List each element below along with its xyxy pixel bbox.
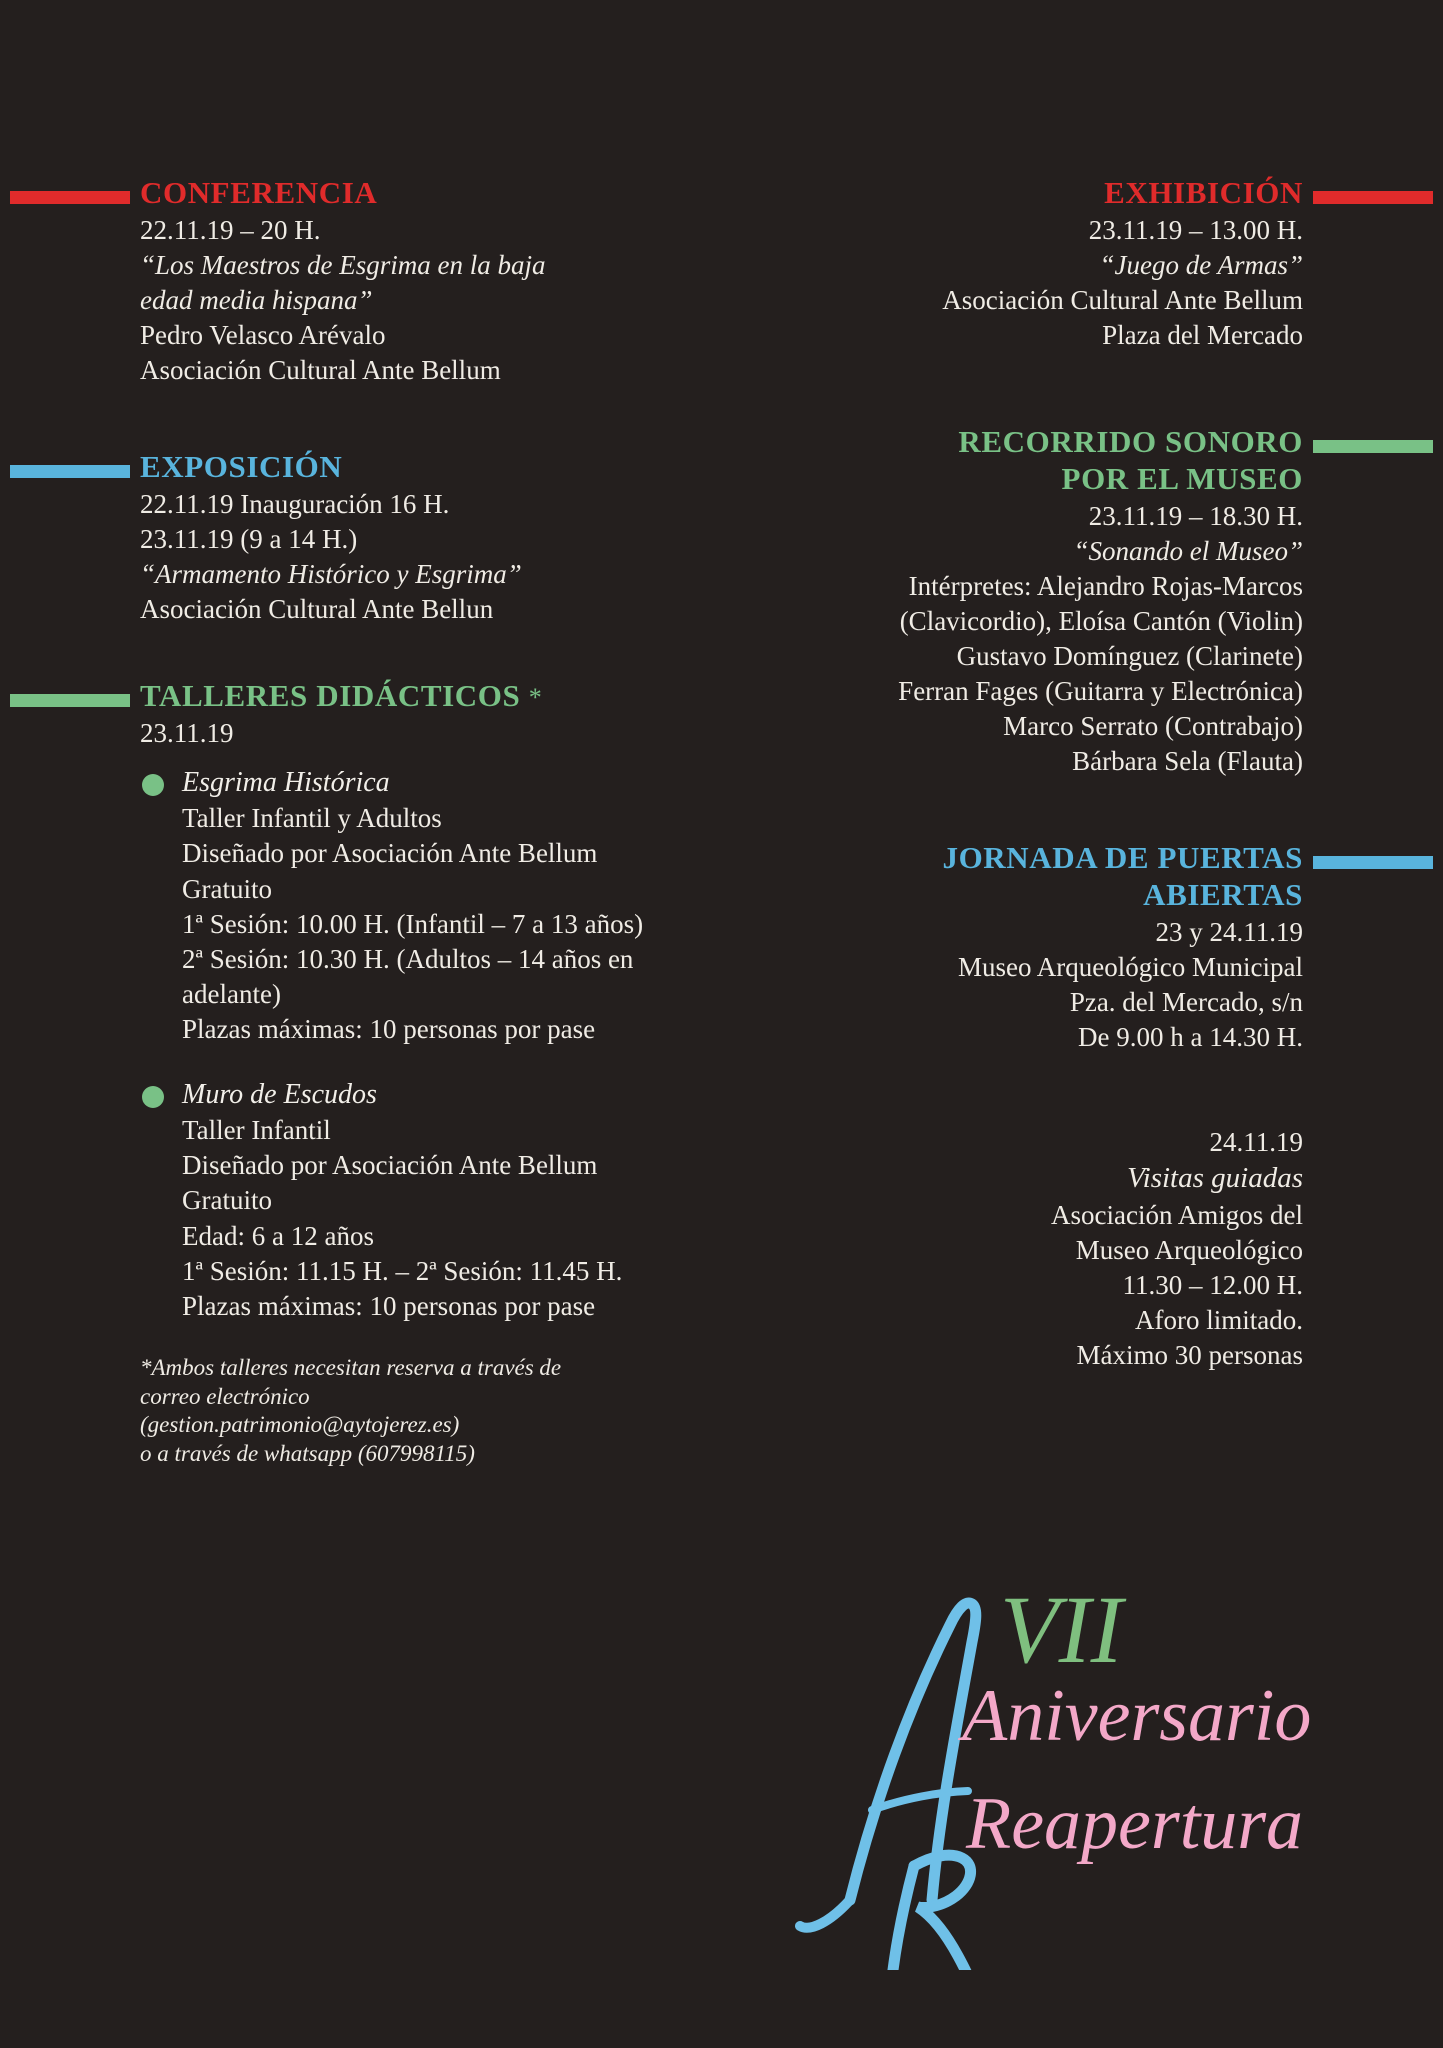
section-recorrido-sonoro bbox=[843, 425, 1303, 779]
conferencia-line-4: Asociación Cultural Ante Bellum bbox=[140, 355, 501, 386]
workshop-line: 1ª Sesión: 11.15 H. – 2ª Sesión: 11.45 H. bbox=[182, 1255, 623, 1286]
talleres-heading-asterisk: * bbox=[528, 683, 543, 713]
right-column bbox=[843, 176, 1303, 1373]
recorrido-line: Ferran Fages (Guitarra y Electrónica) bbox=[898, 676, 1303, 706]
exposicion-line-3: Asociación Cultural Ante Bellun bbox=[140, 594, 494, 625]
logo-roman-numeral bbox=[1000, 1576, 1127, 1683]
visitas-line: Aforo limitado. bbox=[1135, 1305, 1303, 1336]
workshop-muro-de-escudos bbox=[140, 1077, 740, 1324]
conferencia-line-2: edad media hispana” bbox=[140, 284, 373, 315]
conferencia-rule bbox=[10, 191, 130, 204]
workshop-line: adelante) bbox=[182, 978, 281, 1009]
recorrido-line: (Clavicordio), Eloísa Cantón (Violin) bbox=[899, 605, 1303, 636]
exhibicion-line: 23.11.19 – 13.00 H. bbox=[1088, 214, 1303, 245]
logo-reapertura-text: Reapertura bbox=[966, 1783, 1304, 1865]
workshop-line: 1ª Sesión: 10.00 H. (Infantil – 7 a 13 años) bbox=[182, 908, 644, 939]
workshop-line: Diseñado por Asociación Ante Bellum bbox=[182, 1150, 598, 1181]
talleres-date: 23.11.19 bbox=[140, 718, 234, 748]
exhibicion-line: Plaza del Mercado bbox=[1102, 320, 1303, 350]
jornada-heading-line-2: ABIERTAS bbox=[1143, 877, 1303, 912]
section-visitas-guiadas bbox=[843, 1125, 1303, 1373]
bullet-dot-icon bbox=[142, 774, 164, 796]
workshop-line: Edad: 6 a 12 años bbox=[182, 1220, 374, 1251]
exposicion-heading: EXPOSICIÓN bbox=[140, 449, 343, 485]
visitas-line: 11.30 – 12.00 H. bbox=[1122, 1270, 1303, 1301]
jornada-rule bbox=[1313, 856, 1433, 869]
jornada-line: Pza. del Mercado, s/n bbox=[1069, 986, 1303, 1017]
workshop-esgrima-historica bbox=[140, 765, 740, 1047]
conferencia-heading: CONFERENCIA bbox=[140, 175, 378, 210]
recorrido-line: “Sonando el Museo” bbox=[1073, 535, 1303, 566]
talleres-heading bbox=[140, 679, 740, 714]
visitas-line: Máximo 30 personas bbox=[1076, 1340, 1303, 1371]
recorrido-line: 23.11.19 – 18.30 H. bbox=[1088, 500, 1303, 531]
jornada-heading-line-1: JORNADA DE PUERTAS bbox=[942, 840, 1303, 876]
left-column bbox=[140, 176, 740, 1469]
exposicion-rule bbox=[10, 465, 130, 478]
jornada-line: De 9.00 h a 14.30 H. bbox=[1078, 1022, 1303, 1052]
footnote-line: correo electrónico bbox=[140, 1383, 310, 1409]
exhibicion-heading: EXHIBICIÓN bbox=[1104, 175, 1303, 210]
jornada-line: Museo Arqueológico Municipal bbox=[958, 951, 1303, 982]
exhibicion-rule bbox=[1313, 191, 1433, 204]
exhibicion-line: “Juego de Armas” bbox=[1099, 249, 1303, 280]
anniversary-logo bbox=[700, 1570, 1320, 1970]
workshop-line: Plazas máximas: 10 personas por pase bbox=[182, 1013, 596, 1044]
recorrido-line: Gustavo Domínguez (Clarinete) bbox=[956, 640, 1303, 671]
logo-vii-text: VII bbox=[1000, 1576, 1123, 1683]
talleres-heading-text: TALLERES DIDÁCTICOS bbox=[140, 678, 521, 714]
workshop-line: Gratuito bbox=[182, 873, 272, 904]
workshop-title: Esgrima Histórica bbox=[182, 767, 390, 799]
jornada-line: 23 y 24.11.19 bbox=[1155, 916, 1303, 947]
recorrido-heading-line-1: RECORRIDO SONORO bbox=[958, 424, 1303, 460]
talleres-footnote bbox=[140, 1354, 740, 1469]
logo-letter-a-icon bbox=[800, 1603, 976, 1928]
workshop-line: Taller Infantil bbox=[182, 1115, 331, 1146]
exposicion-line-0: 22.11.19 Inauguración 16 H. bbox=[140, 488, 450, 519]
workshop-title: Muro de Escudos bbox=[182, 1079, 377, 1111]
logo-aniversario-text: Aniversario bbox=[962, 1675, 1312, 1757]
visitas-line: Museo Arqueológico bbox=[1075, 1234, 1303, 1265]
recorrido-line: Intérpretes: Alejandro Rojas-Marcos bbox=[908, 570, 1303, 601]
visitas-line: Visitas guiadas bbox=[1127, 1162, 1303, 1195]
talleres-rule bbox=[10, 694, 130, 707]
workshop-line: Plazas máximas: 10 personas por pase bbox=[182, 1290, 596, 1321]
recorrido-heading-line-2: POR EL MUSEO bbox=[1061, 460, 1303, 496]
footnote-line: (gestion.patrimonio@aytojerez.es) bbox=[140, 1412, 460, 1438]
workshop-line: Gratuito bbox=[182, 1185, 272, 1216]
section-talleres bbox=[140, 679, 740, 1469]
exposicion-line-1: 23.11.19 (9 a 14 H.) bbox=[140, 524, 358, 554]
footnote-line: o a través de whatsapp (607998115) bbox=[140, 1441, 475, 1467]
conferencia-line-1: “Los Maestros de Esgrima en la baja bbox=[140, 249, 546, 280]
section-exhibicion bbox=[843, 176, 1303, 353]
exhibicion-line: Asociación Cultural Ante Bellum bbox=[942, 284, 1303, 315]
recorrido-rule bbox=[1313, 440, 1433, 453]
section-jornada-puertas-abiertas bbox=[843, 841, 1303, 1055]
section-conferencia bbox=[140, 176, 740, 388]
visitas-line: Asociación Amigos del bbox=[1051, 1199, 1303, 1230]
section-exposicion bbox=[140, 450, 740, 627]
workshop-line: Taller Infantil y Adultos bbox=[182, 803, 442, 834]
logo-letter-r-icon bbox=[892, 1855, 972, 1970]
bullet-dot-icon bbox=[142, 1086, 164, 1108]
conferencia-line-3: Pedro Velasco Arévalo bbox=[140, 320, 386, 350]
conferencia-line-0: 22.11.19 – 20 H. bbox=[140, 214, 321, 245]
footnote-line: *Ambos talleres necesitan reserva a través de bbox=[140, 1354, 562, 1380]
workshop-line: Diseñado por Asociación Ante Bellum bbox=[182, 838, 598, 869]
exposicion-line-2: “Armamento Histórico y Esgrima” bbox=[140, 559, 522, 590]
visitas-line: 24.11.19 bbox=[1209, 1127, 1303, 1158]
recorrido-line: Marco Serrato (Contrabajo) bbox=[1003, 711, 1303, 742]
recorrido-line: Bárbara Sela (Flauta) bbox=[1072, 746, 1303, 777]
workshop-line: 2ª Sesión: 10.30 H. (Adultos – 14 años en bbox=[182, 943, 634, 974]
